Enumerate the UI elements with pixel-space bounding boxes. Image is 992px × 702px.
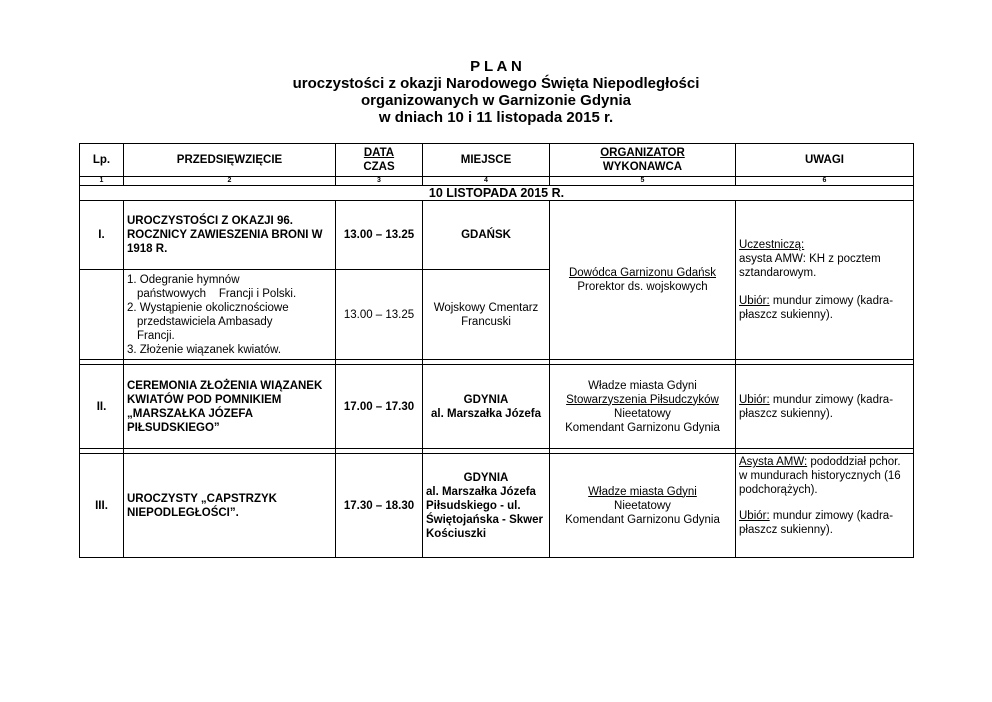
notes-text: pododdział pchor. w mundurach historycznych (16 podchorążych). [739, 456, 901, 496]
organizer-line: Prorektor ds. wojskowych [577, 281, 708, 293]
header-lp: Lp. [80, 144, 124, 177]
notes-dress [739, 509, 910, 537]
place-line: al. Marszałka Józefa [431, 407, 541, 420]
column-number: 3 [336, 177, 423, 186]
event-time: 17.30 – 18.30 [336, 454, 423, 558]
document-title [0, 58, 992, 126]
notes-cell [736, 454, 914, 558]
column-number: 4 [423, 177, 550, 186]
organizer-line: Komendant Garnizonu Gdynia [565, 421, 720, 434]
row-number: I. [80, 201, 124, 270]
notes-label: Ubiór: [739, 393, 770, 406]
event-place: Wojskowy Cmentarz Francuski [423, 270, 550, 360]
organizer-line: Komendant Garnizonu Gdynia [565, 513, 720, 526]
notes-text: mundur zimowy (kadra-płaszcz sukienny). [739, 510, 894, 536]
header-organizer [550, 144, 736, 177]
header-date: DATA [363, 147, 395, 159]
title-line-3: organizowanych w Garnizonie Gdynia [360, 92, 632, 109]
day-label: 10 LISTOPADA 2015 R. [80, 186, 914, 201]
row-number: II. [80, 365, 124, 449]
organizer-line: Nieetatowy [614, 407, 671, 420]
organizer-line: Stowarzyszenia Piłsudczyków [566, 393, 719, 406]
notes-label: Ubiór: [739, 295, 770, 307]
header-event: PRZEDSIĘWZIĘCIE [124, 144, 336, 177]
header-executor-label: WYKONAWCA [602, 161, 683, 173]
organizer-cell [550, 201, 736, 360]
program-item: przedstawiciela Ambasady [137, 315, 273, 328]
event-time: 13.00 – 13.25 [336, 201, 423, 270]
organizer-cell [550, 365, 736, 449]
event-place: GDAŃSK [423, 201, 550, 270]
plan-table [79, 143, 914, 558]
event-place [423, 454, 550, 558]
notes-cell [736, 365, 914, 449]
column-number: 1 [80, 177, 124, 186]
notes-text: mundur zimowy (kadra-płaszcz sukienny). [739, 295, 894, 321]
event-name: UROCZYSTOŚCI Z OKAZJI 96. ROCZNICY ZAWIESZENIA BRONI W 1918 R. [124, 201, 336, 270]
notes-cell [736, 201, 914, 360]
title-line-2: uroczystości z okazji Narodowego Święta Niepodległości [292, 75, 700, 92]
title-line-4: w dniach 10 i 11 listopada 2015 r. [378, 109, 614, 126]
notes-label: Asysta AMW: [739, 456, 808, 468]
table-header-row [80, 144, 914, 177]
column-number-row [80, 177, 914, 186]
event-time: 17.00 – 17.30 [336, 365, 423, 449]
header-place: MIEJSCE [423, 144, 550, 177]
row-number: III. [80, 454, 124, 558]
header-date-time [336, 144, 423, 177]
column-number: 2 [124, 177, 336, 186]
table-row [80, 454, 914, 558]
event-name: CEREMONIA ZŁOŻENIA WIĄZANEK KWIATÓW POD POMNIKIEM „MARSZAŁKA JÓZEFA PIŁSUDSKIEGO” [124, 365, 336, 449]
column-number: 6 [736, 177, 914, 186]
notes-label: Uczestniczą: [739, 239, 805, 251]
event-time: 13.00 – 13.25 [336, 270, 423, 360]
place-line: al. Marszałka Józefa Piłsudskiego - ul. Świętojańska - Skwer Kościuszki [426, 485, 543, 540]
notes-text: asysta AMW: KH z pocztem sztandarowym. [739, 253, 881, 279]
organizer-line: Dowódca Garnizonu Gdańsk [568, 267, 717, 279]
place-line: GDYNIA [463, 393, 509, 406]
title-plan: P L A N [470, 58, 522, 75]
header-time: CZAS [363, 161, 395, 173]
program-items [124, 270, 336, 360]
organizer-cell [550, 454, 736, 558]
column-number: 5 [550, 177, 736, 186]
notes-text: mundur zimowy (kadra-płaszcz sukienny). [739, 393, 894, 420]
table-row [80, 365, 914, 449]
notes-dress [739, 294, 910, 322]
organizer-line: Nieetatowy [614, 499, 671, 512]
day-row [80, 186, 914, 201]
program-item: 2. Wystąpienie okolicznościowe [127, 301, 289, 314]
table-row [80, 201, 914, 270]
organizer-line: Władze miasta Gdyni [588, 485, 697, 498]
notes-escort [739, 455, 910, 497]
empty-cell [80, 270, 124, 360]
program-item: Francji. [137, 329, 175, 342]
event-name: UROCZYSTY „CAPSTRZYK NIEPODLEGŁOŚCI”. [124, 454, 336, 558]
program-item: państwowych Francji i Polski. [137, 287, 297, 300]
place-line: GDYNIA [463, 471, 509, 484]
organizer-line: Władze miasta Gdyni [588, 379, 697, 392]
notes-label: Ubiór: [739, 510, 770, 522]
program-item: 3. Złożenie wiązanek kwiatów. [127, 343, 282, 356]
program-item: 1. Odegranie hymnów [127, 273, 240, 286]
event-place [423, 365, 550, 449]
header-notes: UWAGI [736, 144, 914, 177]
header-organizer-label: ORGANIZATOR [600, 147, 685, 159]
